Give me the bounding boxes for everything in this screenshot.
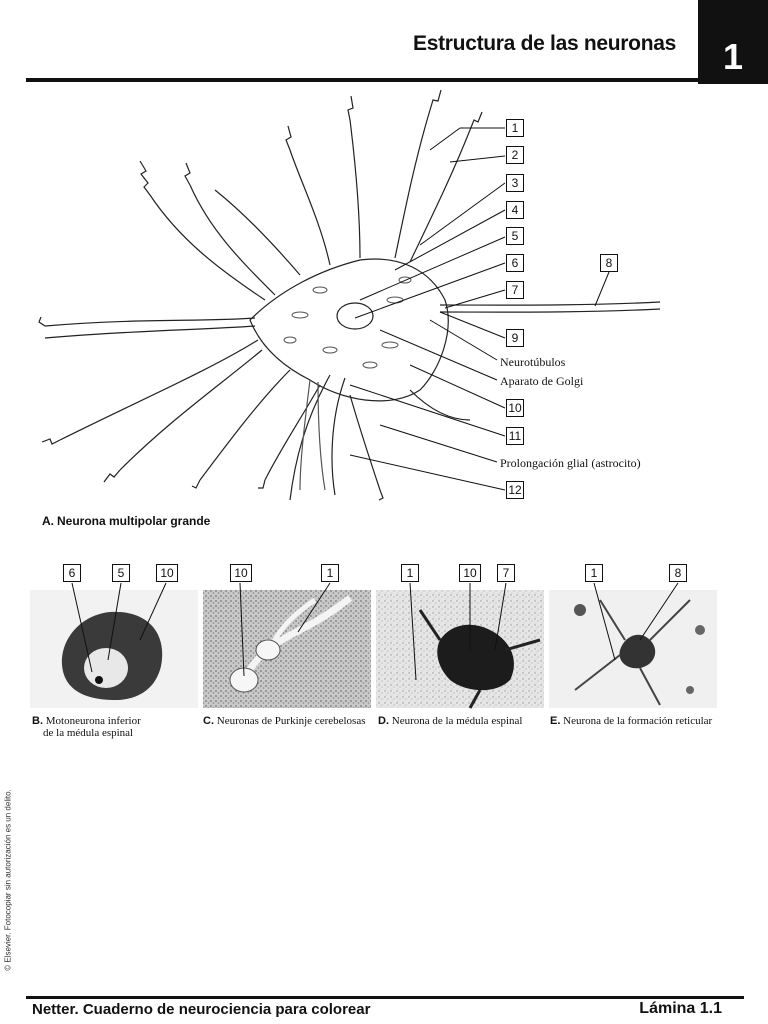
callout-5: 5 [506,227,524,245]
caption-b-letter: B. [32,715,43,727]
label-neurotubules: Neurotúbulos [500,355,566,369]
panel-c-callout-1: 1 [321,564,339,582]
caption-d-letter: D. [378,715,389,727]
caption-a-letter: A. [42,514,54,528]
panel-e-callout-1: 1 [585,564,603,582]
callout-3: 3 [506,174,524,192]
caption-e-letter: E. [550,715,561,727]
plate-number: Lámina 1.1 [639,1000,722,1017]
panel-b-callout-6: 6 [63,564,81,582]
panel-d-callout-7: 7 [497,564,515,582]
chapter-number: 1 [722,36,744,77]
book-title: Netter. Cuaderno de neurociencia para colorear [32,1001,371,1018]
photo-e [549,590,717,708]
caption-c-text: Neuronas de Purkinje cerebelosas [216,715,366,727]
panel-c-callout-10: 10 [230,564,252,582]
panel-b-callout-5: 5 [112,564,130,582]
page-title: Estructura de las neuronas [413,32,676,55]
label-golgi: Aparato de Golgi [500,374,584,388]
footer-rule [26,996,744,999]
callout-7: 7 [506,281,524,299]
panel-e-callout-8: 8 [669,564,687,582]
caption-c [203,715,378,727]
label-glial: Prolongación glial (astrocito) [500,456,641,470]
panel-d-callout-1: 1 [401,564,419,582]
photo-c [203,590,371,708]
copyright-text: © Elsevier. Fotocopiar sin autorización es un delito. [3,789,13,971]
photo-b [30,590,198,708]
callout-11: 11 [506,427,524,445]
caption-d-text: Neurona de la médula espinal [391,715,523,727]
caption-b-text-2: de la médula espinal [43,727,134,739]
caption-d [378,715,548,727]
callout-12: 12 [506,481,524,499]
callout-8: 8 [600,254,618,272]
callout-1: 1 [506,119,524,137]
caption-b [32,715,202,739]
copyright-side-note [0,770,16,990]
caption-e [550,715,740,727]
panel-b-callout-10: 10 [156,564,178,582]
panel-d-callout-10: 10 [459,564,481,582]
caption-a-text: Neurona multipolar grande [57,514,211,528]
callout-4: 4 [506,201,524,219]
callout-10: 10 [506,399,524,417]
caption-e-text: Neurona de la formación reticular [563,715,713,727]
callout-6: 6 [506,254,524,272]
callout-2: 2 [506,146,524,164]
caption-b-text: Motoneurona inferior [45,715,141,727]
caption-c-letter: C. [203,715,214,727]
photo-d [376,590,544,708]
callout-9: 9 [506,329,524,347]
